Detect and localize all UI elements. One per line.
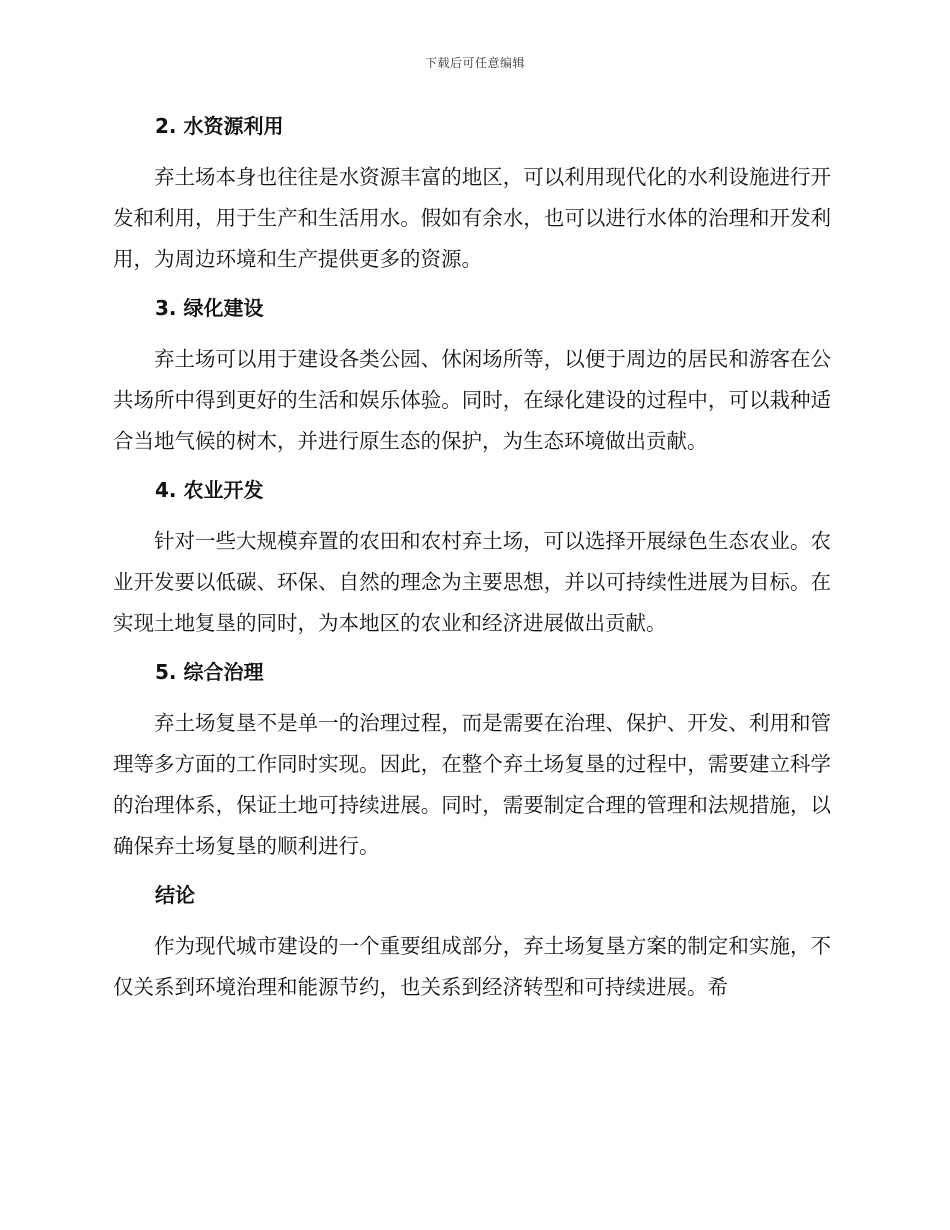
section-heading: 2. 水资源利用 — [155, 114, 284, 138]
section-heading: 结论 — [155, 883, 195, 907]
page-header-note: 下载后可任意编辑 — [424, 56, 525, 70]
section-heading: 3. 绿化建设 — [155, 296, 264, 320]
section-paragraph: 弃土场复垦不是单一的治理过程，而是需要在治理、保护、开发、利用和管理等多方面的工作同时实现。因此，在整个弃土场复垦的过程中，需要建立科学的治理体系，保证土地可持续进展。同时，需要制定合理的管理和法规措施，以确保弃土场复垦的顺利进行。 — [113, 711, 831, 858]
section-greening — [113, 290, 831, 462]
section-conclusion — [113, 877, 831, 1008]
section-paragraph: 弃土场本身也往往是水资源丰富的地区，可以利用现代化的水利设施进行开发和利用，用于生产和生活用水。假如有余水，也可以进行水体的治理和开发利用，为周边环境和生产提供更多的资源。 — [113, 165, 831, 271]
section-paragraph: 针对一些大规模弃置的农田和农村弃土场，可以选择开展绿色生态农业。农业开发要以低碳、环保、自然的理念为主要思想，并以可持续性进展为目标。在实现土地复垦的同时，为本地区的农业和经济进展做出贡献。 — [113, 529, 831, 635]
section-agriculture — [113, 472, 831, 644]
section-paragraph: 作为现代城市建设的一个重要组成部分，弃土场复垦方案的制定和实施，不仅关系到环境治理和能源节约，也关系到经济转型和可持续进展。希 — [113, 934, 831, 999]
section-water-resources — [113, 108, 831, 280]
section-paragraph: 弃土场可以用于建设各类公园、休闲场所等，以便于周边的居民和游客在公共场所中得到更好的生活和娱乐体验。同时，在绿化建设的过程中，可以栽种适合当地气候的树木，并进行原生态的保护，为生态环境做出贡献。 — [113, 347, 831, 453]
section-comprehensive-management — [113, 654, 831, 867]
section-heading: 4. 农业开发 — [155, 478, 264, 502]
section-heading: 5. 综合治理 — [155, 660, 264, 684]
document-body — [113, 108, 831, 1018]
